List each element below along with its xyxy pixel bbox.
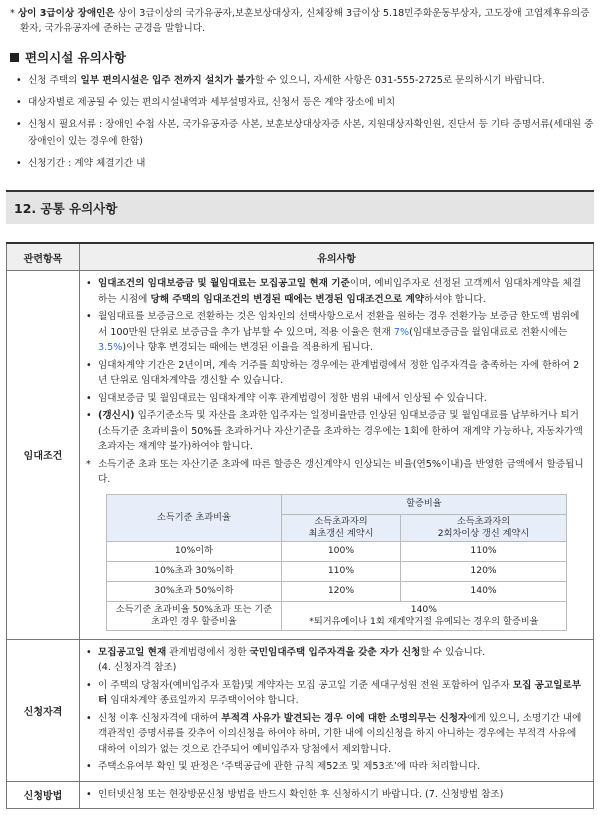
category-qualification: 신청자격	[7, 639, 80, 781]
table-row: 10%초과 30%이하 110% 120%	[107, 561, 567, 581]
list-item: • 신청기간 : 계약 체결기간 내	[16, 158, 146, 169]
facility-section-title: 편의시설 유의사항	[10, 48, 594, 66]
list-item: • 신청 주택의 일부 편의시설은 입주 전까지 설치가 불가할 수 있으니, 자세한 사항은 031-555-2725로 문의하시기 바랍니다.	[16, 75, 545, 86]
rent-notes: • 임대조건의 임대보증금 및 월임대료는 모집공고일 현재 기준이며, 예비입주자로 선정된 고객께서 임대차계약을 체결하는 시점에 당해 주택의 임대조건의 변경된 때에는 변경된 임대조건으로 계약하셔야 합니다. • 월임대료를 보증금으로 전환하는 것은 임차인의 선택사항으로서 전환을 원하는 경우 전환가능 보증금 한도액 범위에서 100만원 단위로 보증금을 추가 납부할 수 있으며, 적용 이율은 현재 7%(임대보증금을 월임대료로 전환시에는 3.5%)이나 향후 변경되는 때에는 변경된 이율을 적용하게 됩니다. • 임대차계약 기간은 2년이며, 계속 거주를 희망하는 경우에는 관계법령에서 정한 입주자격을 충족하는 자에 한하여 2년 단위로 임대차계약을 갱신할 수 있습니다. • 임대보증금 및 월임대료는 임대차계약 이후 관계법령이 정한 범위 내에서 인상될 수 있습니다. • (갱신시) 입주기준소득 및 자산을 초과한 입주자는 일정비율만큼 인상된 임대보증금 및 월임대료를 납부하거나 퇴거(소득기준 초과비율이 50%를 초과하거나 자산기준을 초과하는 경우에는 1회에 한하여 재계약 가능하나, 자동차가액 초과자는 재계약 불가)하여야 합니다. * 소득기준 초과 또는 자산기준 초과에 따른 할증은 갱신계약시 인상되는 비율(연5%이내)을 반영한 금액에서 할증됩니다. 소득기준 초과비율 할증비율 소득초과자의 최초갱신 계약시 소득초과자의 2회차이상 갱신 계약시 10%이하 100% 110% 10%초과 30%이하 110% 120% 30%초과 50%이하 120% 140% 소득기준 초과비율 50%초과 또는 기준 초과인 경우 할증비율 140% *퇴거유예이나 1회 재계약거절 유예되는 경우의 할증비율	[80, 271, 594, 640]
list-item: • 신청시 필요서류 : 장애인 수첩 사본, 국가유공자증 사본, 보훈보상대상자증 사본, 지원대상자확인원, 진단서 등 기타 증명서류(세대원 중 장애인이 있는 경우에 한함)	[16, 119, 594, 147]
header-category: 관련항목	[7, 243, 80, 271]
note-bold: 상이 3급이상 장애인은	[17, 8, 115, 19]
table-row: 30%초과 50%이하 120% 140%	[107, 581, 567, 601]
square-bullet-icon	[10, 53, 19, 62]
method-notes: • 인터넷신청 또는 현장방문신청 방법을 반드시 확인한 후 신청하시기 바랍니다. (7. 신청방법 참조)	[80, 781, 594, 809]
category-method: 신청방법	[7, 781, 80, 809]
section-12-header: 12. 공통 유의사항	[6, 190, 594, 224]
category-rent: 임대조건	[7, 271, 80, 640]
document-page	[6, 0, 594, 809]
header-notes: 유의사항	[80, 243, 594, 271]
surcharge-table: 소득기준 초과비율 할증비율 소득초과자의 최초갱신 계약시 소득초과자의 2회차이상 갱신 계약시 10%이하 100% 110% 10%초과 30%이하 110% 120% 30%초과 50%이하 120% 140% 소득기준 초과비율 50%초과 또는 기준 초과인 경우 할증비율 140% *퇴거유예이나 1회 재계약거절 유예되는 경우의 할증비율	[106, 494, 567, 631]
disability-note: * 상이 3급이상 장애인은 상이 3급이상의 국가유공자,보훈보상대상자, 신체장해 3급이상 5.18민주화운동부상자, 고도장애 고엽제후유의증환자, 국가유공자에 준하는 군경을 말합니다.	[10, 8, 590, 34]
list-item: • 대상자별로 제공될 수 있는 편의시설내역과 세부설명자료, 신청서 등은 계약 장소에 비치	[16, 97, 396, 108]
table-row: 10%이하 100% 110%	[107, 541, 567, 561]
facility-list	[6, 72, 594, 172]
qualification-notes: • 모집공고일 현재 관계법령에서 정한 국민임대주택 입주자격을 갖춘 자가 신청할 수 있습니다. (4. 신청자격 참조) • 이 주택의 당첨자(예비입주자 포함)및 계약자는 모집 공고일 기준 세대구성원 전원 포함하여 입주자 모집 공고일로부터 임대차계약 종료일까지 무주택이어야 합니다. • 신청 이후 신청자격에 대하여 부적격 사유가 발견되는 경우 이에 대한 소명의무는 신청자에게 있으니, 소명기간 내에 객관적인 증명서류를 갖추어 이의신청을 하여야 하며, 기한 내에 이의신청을 하지 아니하는 경우에는 부적격 사유에 대하여 이의가 없는 것으로 간주되어 예비입주자 당첨에서 제외합니다. • 주택소유여부 확인 및 판정은 ‘주택공급에 관한 규칙 제52조 및 제53조’에 따라 처리합니다.	[80, 639, 594, 781]
note-text: 상이 3급이상의 국가유공자,보훈보상대상자, 신체장해 3급이상 5.18민주화운동부상자, 고도장애 고엽제후유의증환자, 국가유공자에 준하는 군경을 말합니다.	[20, 8, 590, 34]
common-notes-table	[6, 242, 594, 809]
table-row: 소득기준 초과비율 50%초과 또는 기준 초과인 경우 할증비율 140% *퇴거유예이나 1회 재계약거절 유예되는 경우의 할증비율	[107, 601, 567, 630]
